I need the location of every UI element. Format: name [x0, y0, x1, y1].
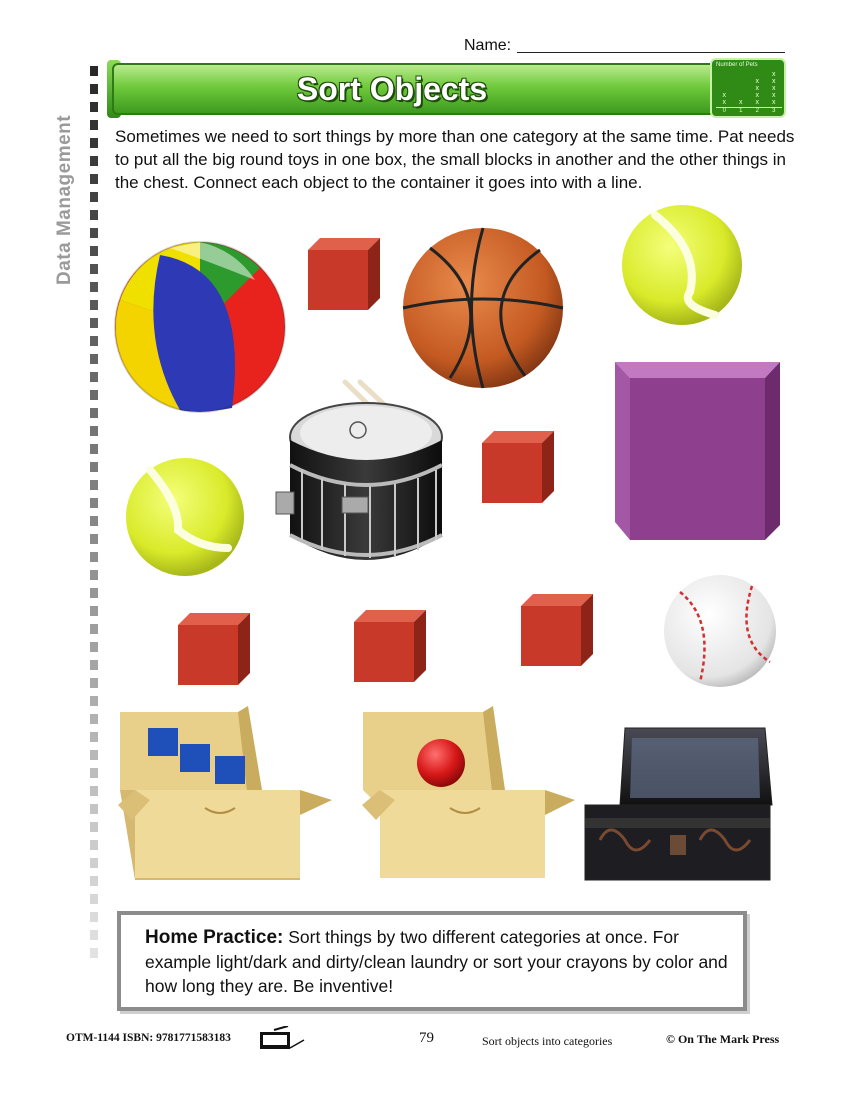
footer-book-icon — [258, 1026, 308, 1052]
pictograph-column: x x — [722, 92, 726, 106]
home-practice-text — [145, 925, 735, 998]
beach-ball — [115, 242, 285, 412]
instructions: Sometimes we need to sort things by more than one category at the same time. Pat needs to put all the big round toys in one box, the small blocks in another and the other things in the chest. Connect each object to the container it goes into with a line. — [115, 127, 795, 192]
home-practice-heading: Home Practice: — [145, 927, 284, 948]
box-red-ball — [362, 706, 575, 878]
footer-publisher: © On The Mark Press — [666, 1032, 780, 1046]
pictograph-axis-label: 3 — [772, 108, 776, 114]
pictograph-title: Number of Pets — [716, 62, 758, 68]
baseball — [664, 575, 776, 687]
red-block — [178, 613, 250, 685]
red-block — [308, 238, 380, 310]
page-title: Sort Objects — [296, 71, 488, 107]
pictograph-axis-label: 0 — [722, 108, 726, 114]
pictograph-column: x — [739, 99, 743, 106]
basketball — [403, 228, 563, 388]
pictograph-column: x x x x x — [772, 71, 776, 106]
pictograph-axis-label: 2 — [755, 108, 759, 114]
tennis-ball — [622, 205, 742, 325]
side-title: Data Management — [54, 114, 75, 285]
name-label: Name: — [464, 37, 512, 54]
tennis-ball — [126, 458, 244, 576]
box-blue-blocks — [118, 706, 332, 880]
red-block — [482, 431, 554, 503]
drum — [276, 382, 442, 560]
treasure-chest — [585, 728, 772, 880]
footer-code: OTM-1144 ISBN: 9781771583183 — [66, 1032, 231, 1044]
pictograph-axis-label: 1 — [739, 108, 743, 114]
red-block — [521, 594, 593, 666]
page-number: 79 — [419, 1030, 434, 1046]
pictograph-column: x x x x — [755, 78, 759, 106]
purple-block — [615, 362, 780, 540]
home-practice-body: Sort things by two different categories at once. For example light/dark and dirty/clean laundry or sort your crayons by color and how long they are. Be inventive! — [145, 927, 728, 996]
footer-topic: Sort objects into categories — [482, 1034, 613, 1048]
red-block — [354, 610, 426, 682]
